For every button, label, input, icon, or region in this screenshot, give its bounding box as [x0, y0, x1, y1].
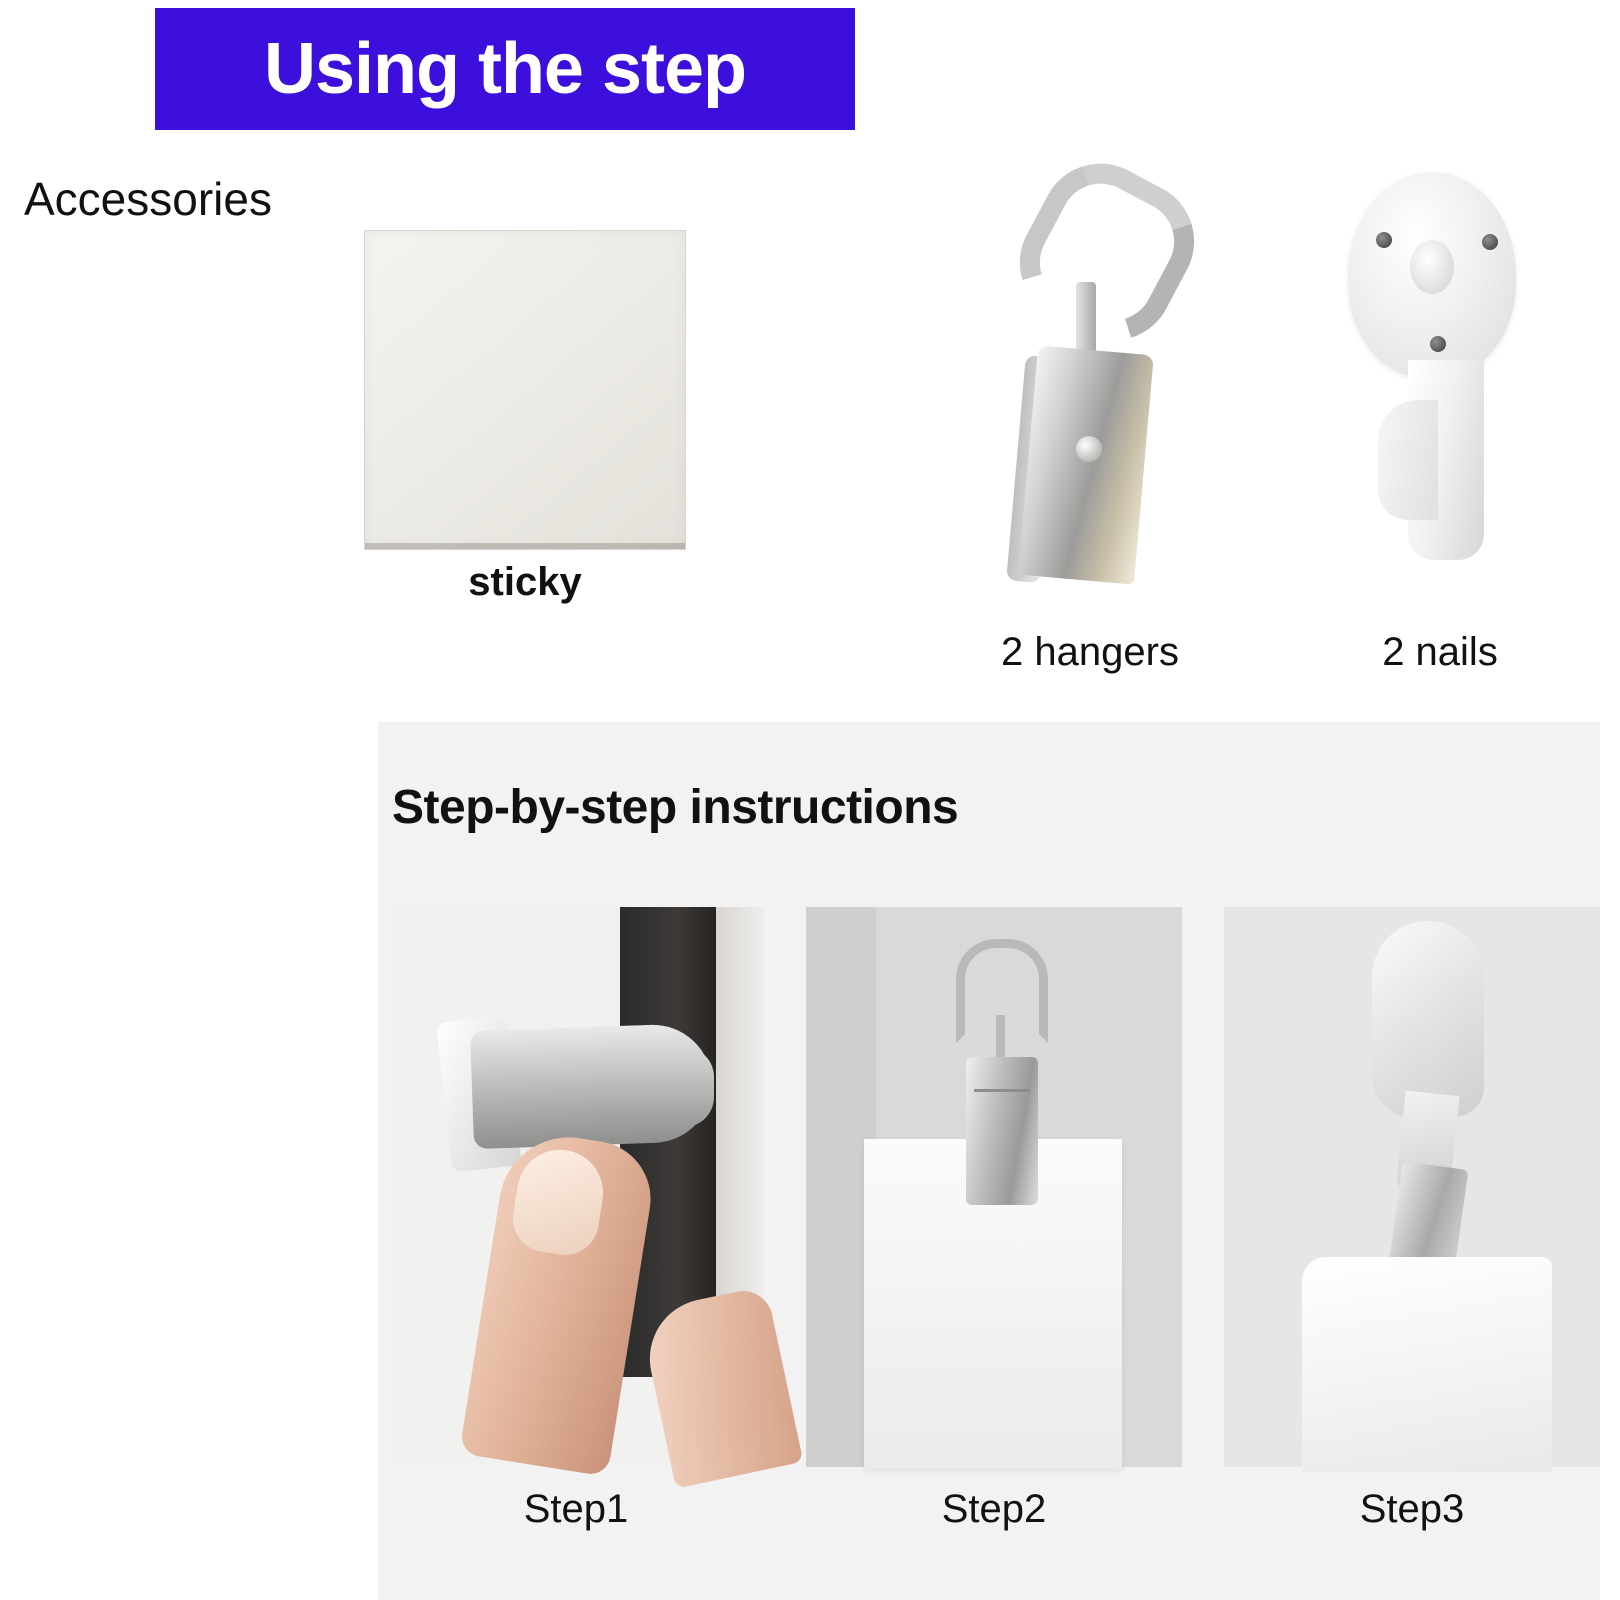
- hook-ring-shape: [999, 143, 1215, 362]
- step1-fingernail-shape: [508, 1144, 609, 1260]
- adhesive-square-icon: [364, 230, 686, 550]
- accessory-item-sticky: [350, 230, 700, 605]
- step3-cloth-shape: [1302, 1257, 1552, 1472]
- step2-clip-detail-shape: [974, 1089, 1030, 1092]
- accessory-item-nails: [1260, 150, 1620, 675]
- accessory-item-hangers: [910, 150, 1270, 675]
- step-item-3: [1224, 907, 1600, 1531]
- step3-wall-hook-shape: [1372, 921, 1484, 1117]
- instructions-panel: [378, 722, 1600, 1600]
- step1-photo: [388, 907, 764, 1467]
- hanger-clip-icon: [910, 150, 1270, 620]
- nail-hook-icon: [1260, 150, 1620, 620]
- header-banner: [155, 8, 855, 130]
- accessories-list: [330, 150, 1510, 680]
- step1-hook-neck-shape: [594, 1047, 714, 1127]
- page-title: Using the step: [263, 29, 747, 109]
- instructions-title: Step-by-step instructions: [392, 781, 959, 834]
- nail-hole-icon: [1376, 232, 1392, 248]
- step2-clip-shape: [966, 1057, 1038, 1205]
- nail-hole-icon: [1482, 234, 1498, 250]
- step-item-2: [806, 907, 1182, 1531]
- accessory-caption-hangers: 2 hangers: [1001, 630, 1179, 674]
- step3-photo: [1224, 907, 1600, 1467]
- step-caption-1: Step1: [523, 1487, 629, 1531]
- step2-photo: [806, 907, 1182, 1467]
- accessories-section-label: Accessories: [24, 173, 272, 225]
- nail-hole-icon: [1430, 336, 1446, 352]
- accessory-caption-sticky: sticky: [468, 560, 582, 604]
- clip-pivot-shape: [1076, 436, 1102, 462]
- step-caption-3: Step3: [1359, 1487, 1465, 1531]
- nail-curve-shape: [1378, 400, 1438, 520]
- step-item-1: [388, 907, 764, 1531]
- accessory-caption-nails: 2 nails: [1382, 630, 1498, 674]
- nail-center-shape: [1410, 240, 1454, 294]
- step-caption-2: Step2: [941, 1487, 1047, 1531]
- steps-grid: [388, 907, 1600, 1531]
- clip-body-shape: [1018, 345, 1154, 584]
